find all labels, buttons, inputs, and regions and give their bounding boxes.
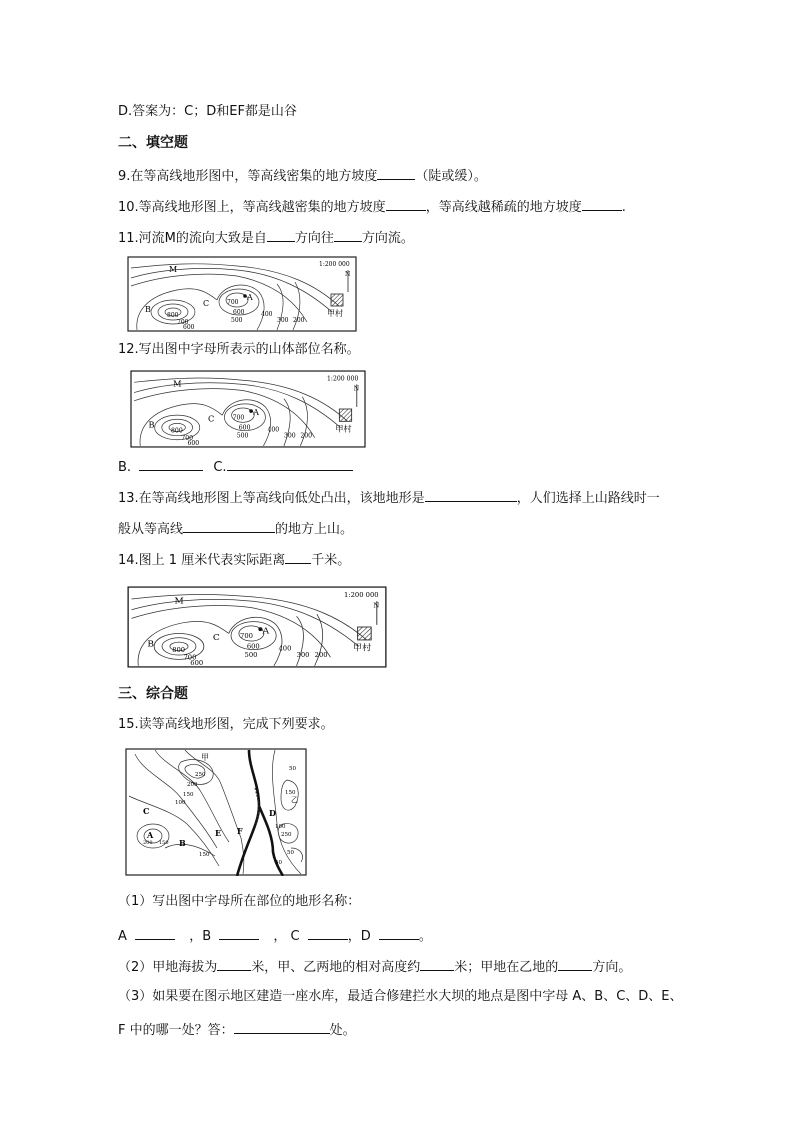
- q13-blank-1[interactable]: [425, 487, 517, 502]
- q13-blank-2[interactable]: [183, 518, 275, 533]
- contour-label: 200: [143, 840, 153, 846]
- question-9: [118, 165, 487, 186]
- sub2-blank-1[interactable]: [217, 956, 251, 971]
- question-14: [118, 549, 350, 570]
- sub2-blank-2[interactable]: [420, 956, 454, 971]
- contour-map-2: [127, 370, 369, 448]
- label-b: B: [179, 838, 186, 848]
- section-comprehensive-heading: [118, 685, 188, 703]
- sub-question-3-cont: [118, 1019, 356, 1040]
- contour-map-1: [127, 256, 357, 332]
- label-m: M: [174, 596, 184, 607]
- sub-question-1: [118, 893, 360, 911]
- contour-label: 50: [287, 850, 294, 856]
- sub2-text-mid2: 米；甲地在乙地的: [454, 960, 559, 975]
- q12-c-label: C.: [213, 460, 227, 475]
- north-label: N: [373, 601, 380, 610]
- sub1-a-label: A: [118, 929, 127, 944]
- q15-text: 15.读等高线地形图，完成下列要求。: [118, 717, 334, 732]
- sub2-text-end: 方向。: [592, 960, 632, 975]
- contour-label: 300: [296, 651, 310, 660]
- q9-blank[interactable]: [377, 165, 415, 180]
- sub1-end: 。: [418, 929, 432, 944]
- label-a: A: [247, 293, 253, 302]
- sub2-blank-3[interactable]: [558, 956, 592, 971]
- label-jia: 甲: [201, 753, 209, 762]
- sub3-blank[interactable]: [234, 1019, 330, 1034]
- sub1-b-blank[interactable]: [219, 925, 259, 940]
- question-13-cont: [118, 518, 353, 539]
- north-label: N: [345, 271, 351, 278]
- q12-text: 12.写出图中字母所表示的山体部位名称。: [118, 342, 360, 357]
- question-11: [118, 227, 414, 248]
- contour-label: 200: [300, 432, 313, 440]
- contour-map-3: [127, 586, 387, 668]
- question-15: [118, 716, 334, 734]
- sub1-a-blank[interactable]: [135, 925, 175, 940]
- answer-d-text: D.答案为：C；D和EF都是山谷: [118, 104, 297, 119]
- q11-blank-1[interactable]: [267, 227, 295, 242]
- contour-label: 250: [195, 772, 206, 778]
- contour-label: 500: [236, 432, 249, 440]
- village-icon: [358, 627, 372, 640]
- sub1-d-blank[interactable]: [379, 925, 419, 940]
- sub3-text-cont: F 中的哪一处？答：: [118, 1023, 234, 1038]
- contour-label: 500: [231, 317, 243, 324]
- sub-question-3: [118, 988, 683, 1006]
- sub3-text-end: 处。: [329, 1023, 356, 1038]
- q11-text-end: 方向流。: [361, 231, 414, 246]
- label-a: A: [253, 407, 260, 418]
- section-heading-text: 二、填空题: [118, 135, 188, 151]
- q13-text-cont: 般从等高线: [118, 522, 184, 537]
- contour-label: 600: [233, 309, 245, 316]
- contour-label: 600: [238, 424, 251, 432]
- q10-text-end: .: [621, 200, 626, 215]
- label-m: M: [173, 378, 182, 389]
- contour-label: 150: [285, 790, 296, 796]
- question-13: [118, 487, 660, 508]
- q13-text-end: 的地方上山。: [275, 522, 354, 537]
- village-label: 甲村: [327, 309, 343, 318]
- village-label: 甲村: [353, 643, 372, 654]
- label-a: A: [262, 626, 270, 637]
- village-icon: [339, 409, 351, 421]
- q10-blank-2[interactable]: [582, 196, 622, 211]
- question-10: [118, 196, 626, 217]
- contour-label: 500: [244, 651, 258, 660]
- sub-question-1-answers: [118, 925, 432, 946]
- contour-label: 700: [227, 299, 239, 306]
- contour-label: 250: [281, 832, 292, 838]
- label-d: D: [269, 808, 276, 818]
- label-c: C: [212, 633, 220, 643]
- contour-label: 150: [159, 840, 169, 846]
- sub2-text: （2）甲地海拔为: [118, 960, 218, 975]
- sub1-d-label: ，D: [347, 929, 371, 944]
- label-m: M: [169, 265, 178, 274]
- q9-text-end: （陡或缓）。: [415, 169, 487, 184]
- map-scale-label: 1:200 000: [327, 375, 359, 383]
- contour-label: 600: [183, 324, 195, 331]
- q12-b-blank[interactable]: [139, 456, 203, 471]
- label-yi: 乙: [291, 796, 298, 804]
- map-scale-label: 1:200 000: [344, 590, 379, 599]
- map-scale-label: 1:200 000: [319, 261, 350, 268]
- contour-label: 150: [183, 792, 194, 798]
- sub1-c-label: ， C: [273, 929, 300, 944]
- contour-label: 600: [187, 439, 200, 447]
- contour-label: 100: [275, 824, 286, 830]
- q9-text: 9.在等高线地形图中，等高线密集的地方坡度: [118, 169, 378, 184]
- q10-text: 10.等高线地形图上，等高线越密集的地方坡度: [118, 200, 386, 215]
- contour-label: 800: [172, 645, 186, 654]
- label-c: C: [203, 299, 210, 308]
- q11-text: 11.河流M的流向大致是自: [118, 231, 267, 246]
- label-e: E: [215, 828, 222, 838]
- contour-label: 700: [183, 653, 197, 662]
- q10-blank-1[interactable]: [386, 196, 426, 211]
- contour-label: 300: [277, 317, 289, 324]
- label-f: F: [237, 826, 243, 836]
- q10-text-mid: ，等高线越稀疏的地方坡度: [425, 200, 582, 215]
- contour-label: 150: [199, 852, 210, 858]
- question-12: [118, 341, 360, 359]
- label-b: B: [145, 305, 151, 314]
- contour-label: 700: [177, 319, 189, 326]
- contour-label: 200: [314, 651, 328, 660]
- answer-d-line: [118, 103, 297, 121]
- village-icon: [331, 294, 343, 306]
- q14-text-end: 千米。: [311, 553, 351, 568]
- q14-text: 14.图上 1 厘米代表实际距离: [118, 553, 286, 568]
- label-b: B: [147, 639, 154, 650]
- contour-label: 200: [187, 782, 198, 788]
- sub2-text-mid: 米，甲、乙两地的相对高度约: [251, 960, 421, 975]
- q11-blank-2[interactable]: [334, 227, 362, 242]
- contour-label: 100: [175, 800, 186, 806]
- sub3-text: （3）如果要在图示地区建造一座水库，最适合修建拦水大坝的地点是图中字母 A、B、C、D、E、: [118, 989, 683, 1004]
- contour-label: 400: [278, 644, 292, 653]
- contour-map-4: [125, 748, 307, 876]
- contour-label: 400: [261, 311, 273, 318]
- contour-label: 50: [289, 766, 296, 772]
- section-fill-blank-heading: [118, 134, 188, 152]
- contour-label: 700: [240, 631, 253, 640]
- q14-blank[interactable]: [285, 549, 311, 564]
- q13-text-mid: ，人们选择上山路线时一: [516, 491, 660, 506]
- sub1-b-label: ，B: [189, 929, 212, 944]
- sub-question-2: [118, 956, 631, 977]
- contour-label: 800: [171, 427, 183, 435]
- north-label: N: [353, 385, 360, 393]
- label-a: A: [147, 830, 154, 840]
- contour-label: 700: [232, 414, 245, 422]
- contour-label: 700: [181, 434, 194, 442]
- village-label: 甲村: [335, 423, 352, 434]
- q11-text-mid: 方向往: [294, 231, 334, 246]
- q12-answers: [118, 456, 353, 477]
- contour-label: 50: [275, 860, 282, 866]
- contour-label: 800: [167, 312, 179, 319]
- q12-b-label: B.: [118, 460, 132, 475]
- label-c: C: [207, 413, 215, 424]
- q13-text: 13.在等高线地形图上等高线向低处凸出，该地地形是: [118, 491, 425, 506]
- label-b: B: [148, 419, 155, 430]
- sub1-text: （1）写出图中字母所在部位的地形名称：: [118, 894, 361, 909]
- section-heading-text: 三、综合题: [118, 686, 188, 702]
- contour-label: 300: [283, 432, 296, 440]
- contour-label: 600: [190, 658, 204, 667]
- contour-label: 600: [246, 642, 260, 651]
- label-c: C: [143, 806, 150, 816]
- sub1-c-blank[interactable]: [308, 925, 348, 940]
- contour-label: 200: [293, 317, 305, 324]
- contour-label: 400: [267, 426, 280, 434]
- q12-c-blank[interactable]: [227, 456, 353, 471]
